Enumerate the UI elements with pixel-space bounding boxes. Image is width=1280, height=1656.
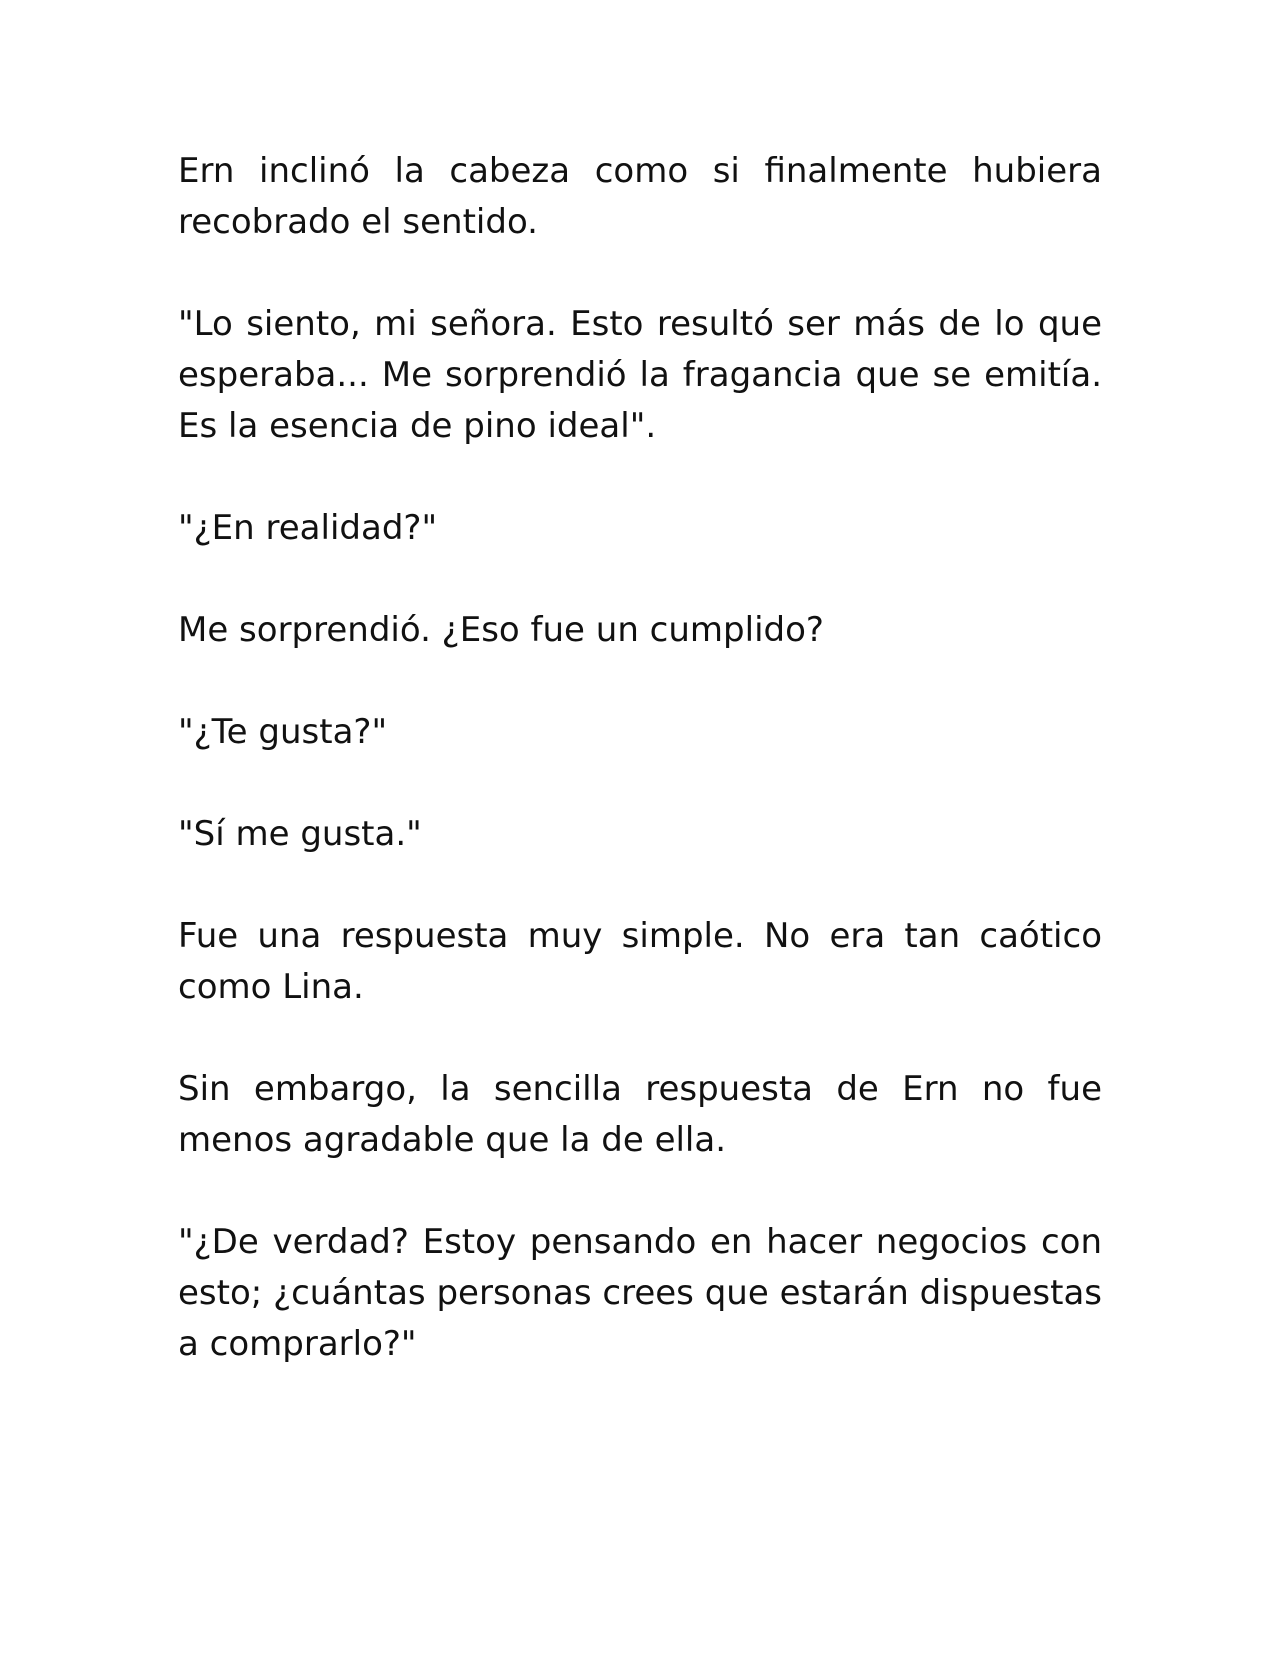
- paragraph-9: "¿De verdad? Estoy pensando en hacer negocios con esto; ¿cuántas personas crees que estarán dispuestas a comprarlo?": [178, 1222, 1102, 1364]
- paragraph-1: Ern inclinó la cabeza como si finalmente hubiera recobrado el sentido.: [178, 151, 1102, 242]
- paragraph-2: "Lo siento, mi señora. Esto resultó ser más de lo que esperaba... Me sorprendió la fragancia que se emitía. Es la esencia de pino ideal".: [178, 304, 1102, 446]
- paragraph-4: Me sorprendió. ¿Eso fue un cumplido?: [178, 610, 824, 650]
- paragraph-5: "¿Te gusta?": [178, 712, 388, 752]
- paragraph-6: "Sí me gusta.": [178, 814, 422, 854]
- paragraph-3: "¿En realidad?": [178, 508, 438, 548]
- paragraph-8: Sin embargo, la sencilla respuesta de Ern no fue menos agradable que la de ella.: [178, 1069, 1102, 1160]
- document-body: [178, 146, 1102, 1421]
- paragraph-7: Fue una respuesta muy simple. No era tan caótico como Lina.: [178, 916, 1102, 1007]
